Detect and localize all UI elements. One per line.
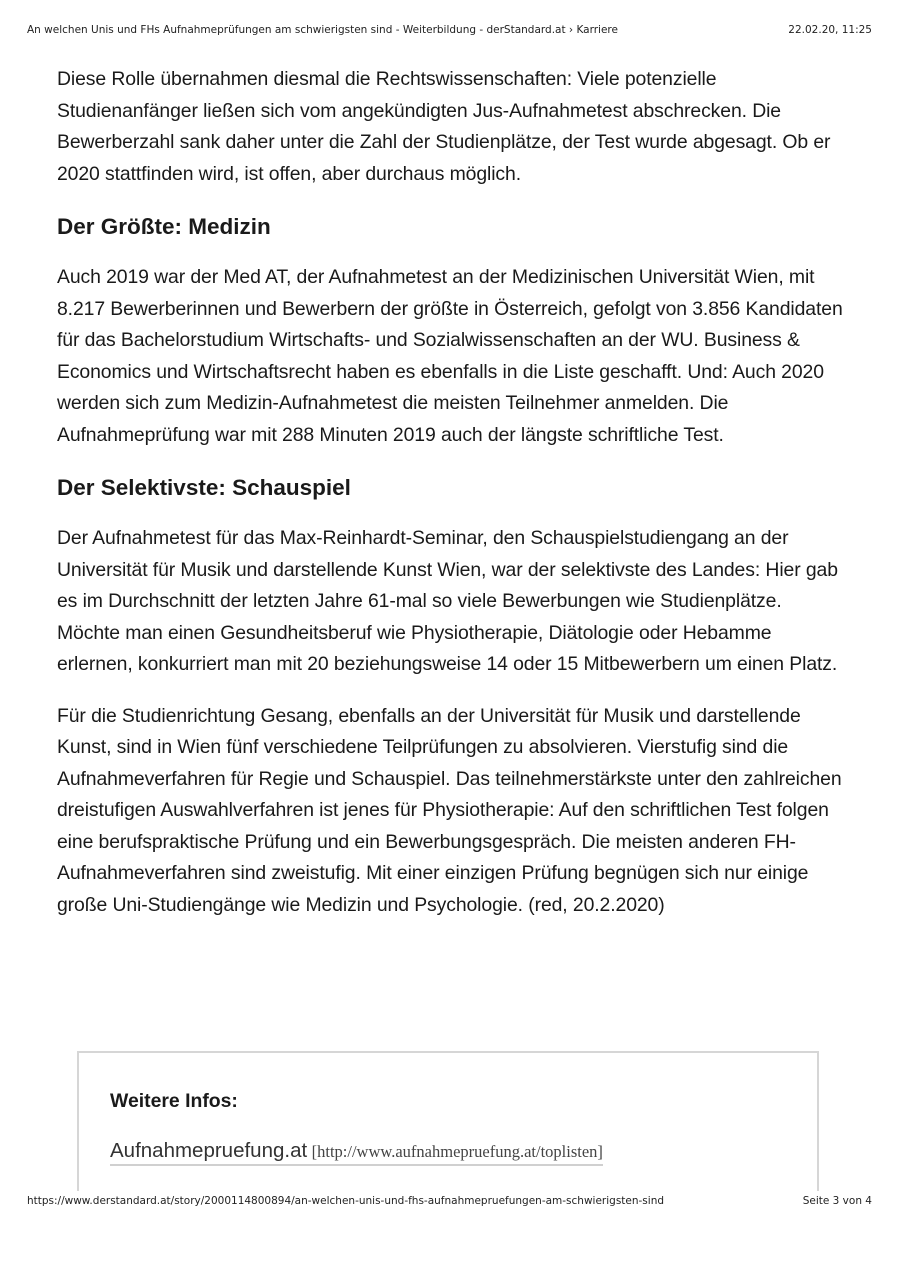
print-footer-url: https://www.derstandard.at/story/2000114800894/an-welchen-unis-und-fhs-aufnahmepruefungen-am-schwierigsten-sind <box>27 1195 665 1207</box>
info-link-name[interactable]: Aufnahmepruefung.at <box>110 1139 308 1162</box>
info-link-url: [http://www.aufnahmepruefung.at/toplisten] <box>311 1142 603 1161</box>
print-footer <box>27 1195 872 1209</box>
info-box <box>77 1051 819 1191</box>
paragraph-intro: Diese Rolle übernahmen diesmal die Rechtswissenschaften: Viele potenzielle Studienanfänger ließen sich vom angekündigten Jus-Aufnahmetest abschrecken. Die Bewerberzahl sank daher unter die Zahl der Studienplätze, der Test wurde abgesagt. Ob er 2020 stattfinden wird, ist offen, aber durchaus möglich. <box>57 68 831 185</box>
paragraph-schauspiel: Der Aufnahmetest für das Max-Reinhardt-Seminar, den Schauspielstudiengang an der Universität für Musik und darstellende Kunst Wien, war der selektivste des Landes: Hier gab es im Durchschnitt der letzten Jahre 61-mal so viele Bewerbungen wie Studienplätze. Möchte man einen Gesundheitsberuf wie Physiotherapie, Diätologie oder Hebamme erlernen, konkurriert man mit 20 beziehungsweise 14 oder 15 Mitbewerbern um einen Platz. <box>57 527 838 675</box>
print-header-datetime: 22.02.20, 11:25 <box>788 24 872 36</box>
paragraph-gesang: Für die Studienrichtung Gesang, ebenfalls an der Universität für Musik und darstellende Kunst, sind in Wien fünf verschiedene Teilprüfungen zu absolvieren. Vierstufig sind die Aufnahmeverfahren für Regie und Schauspiel. Das teilnehmerstärkste unter den zahlreichen dreistufigen Auswahlverfahren ist jenes für Physiotherapie: Auf den schriftlichen Test folgen eine berufspraktische Prüfung und ein Bewerbungsgespräch. Die meisten anderen FH-Aufnahmeverfahren sind zweistufig. Mit einer einzigen Prüfung begnügen sich nur einige große Uni-Studiengänge wie Medizin und Psychologie. (red, 20.2.2020) <box>57 704 842 916</box>
article-body <box>57 64 847 941</box>
paragraph-medizin: Auch 2019 war der Med AT, der Aufnahmetest an der Medizinischen Universität Wien, mit 8.217 Bewerberinnen und Bewerbern der größte in Österreich, gefolgt von 3.856 Kandidaten für das Bachelorstudium Wirtschafts- und Sozialwissenschaften an der WU. Business & Economics und Wirtschaftsrecht haben es ebenfalls in die Liste geschafft. Und: Auch 2020 werden sich zum Medizin-Aufnahmetest die meisten Teilnehmer anmelden. Die Aufnahmeprüfung war mit 288 Minuten 2019 auch der längste schriftliche Test. <box>57 266 843 446</box>
heading-schauspiel: Der Selektivste: Schauspiel <box>57 475 351 500</box>
page-number: Seite 3 von 4 <box>802 1195 872 1207</box>
print-header <box>27 24 872 38</box>
info-link[interactable] <box>110 1139 603 1166</box>
heading-medizin: Der Größte: Medizin <box>57 214 271 239</box>
print-header-title: An welchen Unis und FHs Aufnahmeprüfungen am schwierigsten sind - Weiterbildung - derStandard.at › Karriere <box>27 24 618 36</box>
info-box-heading: Weitere Infos: <box>110 1090 238 1112</box>
